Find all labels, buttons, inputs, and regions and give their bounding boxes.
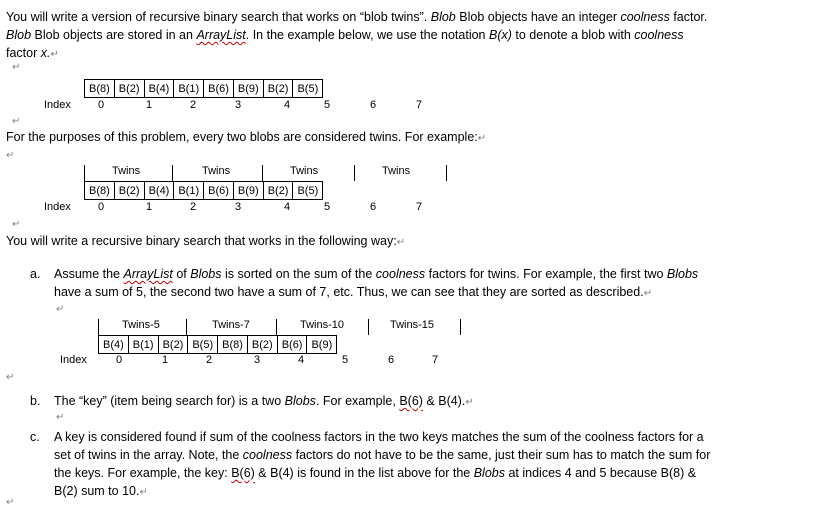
intro-blob-2: Blob — [6, 28, 32, 42]
table3-index-label: Index — [60, 354, 87, 366]
intro-blob-1: Blob — [430, 10, 456, 24]
table3-cell: B(8) — [218, 336, 248, 354]
twins-label: Twins — [112, 165, 141, 177]
table1-cell: B(1) — [174, 80, 204, 98]
table1-cell: B(6) — [204, 80, 234, 98]
table2-index-label: Index — [44, 201, 71, 213]
twins-label: Twins — [202, 165, 231, 177]
table1-cell: B(8) — [85, 80, 115, 98]
table3-twins-row — [98, 319, 468, 335]
table1-index-row — [44, 99, 71, 111]
paragraph-mark: ↵ — [12, 219, 21, 230]
paragraph-mark: ↵ — [6, 497, 15, 508]
blob-table-3 — [98, 335, 337, 354]
arraylist-term: ArrayList — [123, 267, 173, 281]
twins-sum-label: Twins-10 — [300, 319, 345, 331]
table2-index-row — [44, 201, 71, 213]
blob-table-2 — [84, 181, 323, 200]
table1-index-label: Index — [44, 99, 71, 111]
item-a-label: a. — [30, 267, 41, 281]
table1-cell: B(9) — [233, 80, 263, 98]
table3-cell: B(2) — [247, 336, 277, 354]
table3-cell: B(9) — [307, 336, 337, 354]
table3-cell: B(1) — [128, 336, 158, 354]
paragraph-mark: ↵ — [12, 116, 21, 127]
table1-cell: B(4) — [144, 80, 174, 98]
table3-cell: B(4) — [99, 336, 129, 354]
twins-sum-label: Twins-15 — [390, 319, 435, 331]
paragraph-mark: ↵ — [12, 62, 21, 73]
twins-label: Twins — [290, 165, 319, 177]
intro-paragraph: You will write a version of recursive binary search that works on “blob twins”. Blob Blob objects have an integer coolness factor. Blob Blob objects are stored in an ArrayList. In the example below, we use the notation B(x) to denote a blob with coolness factor x.↵ — [6, 10, 708, 60]
table2-cell: B(2) — [263, 182, 293, 200]
table2-cell: B(6) — [204, 182, 234, 200]
table2-cell: B(5) — [293, 182, 323, 200]
table3-cell: B(5) — [188, 336, 218, 354]
blob-table-1 — [84, 79, 323, 98]
table1-blob-row — [85, 80, 323, 98]
twins-label: Twins — [382, 165, 411, 177]
twins-sum-label: Twins-5 — [122, 319, 160, 331]
paragraph-mark: ↵ — [6, 150, 15, 161]
table3-cell: B(6) — [277, 336, 307, 354]
list-item-a: a. Assume the ArrayList of Blobs is sorted on the sum of the coolness factors for twins. For example, the first two Blobs have a sum of 5, the second two have a sum of 7, etc. Thus, we can see that they are sorted as described.↵ — [30, 267, 699, 299]
list-item-c: c. A key is considered found if sum of the coolness factors in the two keys matches the sum of the coolness factors for a set of twins in the array. Note, the coolness factors do not have to be the same, just their sum has to match the sum for the keys. For example, the key: B(6) & B(4) is found in the list above for the Blobs at indices 4 and 5 because B(8) & B(2) sum to 10.↵ — [30, 430, 711, 498]
table1-cell: B(2) — [263, 80, 293, 98]
table2-cell: B(1) — [174, 182, 204, 200]
intro-text-1: You will write a version of recursive binary search that works on “blob twins”. — [6, 10, 428, 24]
recursive-paragraph: You will write a recursive binary search that works in the following way:↵ — [6, 234, 406, 248]
table3-index-row — [60, 354, 87, 366]
list-item-b: b. The “key” (item being search for) is a two Blobs. For example, B(6) & B(4).↵ — [30, 394, 474, 408]
table2-cell: B(8) — [85, 182, 115, 200]
paragraph-mark: ↵ — [56, 412, 65, 423]
item-b-label: b. — [30, 394, 41, 408]
item-c-label: c. — [30, 430, 40, 444]
arraylist-term: ArrayList — [196, 28, 246, 42]
table2-cell: B(4) — [144, 182, 174, 200]
table3-cell: B(2) — [158, 336, 188, 354]
twins-sum-label: Twins-7 — [212, 319, 250, 331]
twins-paragraph: For the purposes of this problem, every two blobs are considered twins. For example:↵ — [6, 130, 487, 144]
paragraph-mark: ↵ — [56, 304, 65, 315]
paragraph-mark: ↵ — [6, 372, 15, 383]
table2-twins-row — [84, 165, 454, 181]
table2-cell: B(9) — [233, 182, 263, 200]
table1-cell: B(2) — [114, 80, 144, 98]
table2-cell: B(2) — [114, 182, 144, 200]
table1-cell: B(5) — [293, 80, 323, 98]
